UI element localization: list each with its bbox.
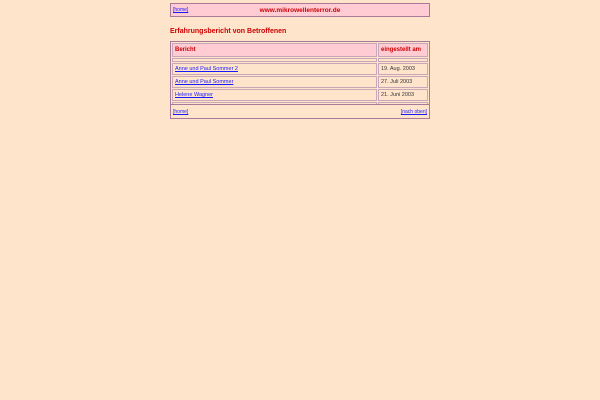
date-cell: 21. Juni 2003 — [378, 89, 428, 101]
back-to-top-link[interactable]: [nach oben] — [400, 109, 427, 115]
table-row — [172, 76, 428, 88]
footer-bar — [170, 104, 430, 119]
header-bar — [170, 3, 430, 17]
report-cell — [172, 76, 377, 88]
date-cell: 19. Aug. 2003 — [378, 63, 428, 75]
table-row — [172, 89, 428, 101]
column-header-date: eingestellt am — [378, 43, 428, 57]
home-link[interactable]: [home] — [173, 7, 189, 13]
report-cell — [172, 63, 377, 75]
table-spacer-row — [172, 58, 428, 62]
report-link[interactable]: Anne und Paul Sommer — [175, 79, 234, 85]
page-container — [170, 3, 430, 115]
page-title: Erfahrungsbericht von Betroffenen — [170, 28, 287, 35]
table-spacer-cell — [172, 58, 377, 62]
report-link[interactable]: Helene Wagner — [175, 92, 214, 98]
column-header-report: Bericht — [172, 43, 377, 57]
table-row — [172, 63, 428, 75]
footer-home-link[interactable]: [home] — [173, 109, 189, 115]
site-name: www.mikrowellenterror.de — [259, 7, 341, 14]
report-link[interactable]: Anne und Paul Sommer 2 — [175, 66, 238, 72]
report-cell — [172, 89, 377, 101]
table-header-row — [172, 43, 428, 57]
date-cell: 27. Juli 2003 — [378, 76, 428, 88]
table-spacer-cell — [378, 58, 428, 62]
